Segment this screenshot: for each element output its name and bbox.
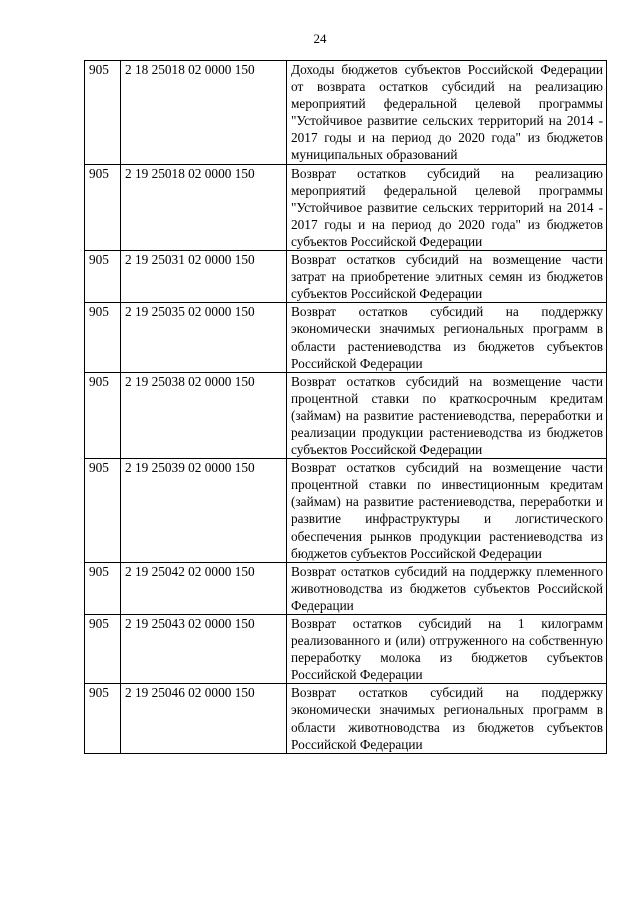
income-name-cell: Возврат остатков субсидий на поддержку экономически значимых региональных программ в области растениеводства из бюджетов субъектов Российской Федерации bbox=[287, 303, 607, 372]
page-number: 24 bbox=[313, 31, 327, 46]
table-row bbox=[85, 372, 607, 458]
income-code-cell: 2 19 25043 02 0000 150 bbox=[121, 615, 287, 684]
income-name-cell: Возврат остатков субсидий на возмещение части процентной ставки по краткосрочным кредитам (займам) на развитие растениеводства, переработки и реализации продукции растениеводства из бюджетов субъектов Российской Федерации bbox=[287, 372, 607, 458]
table-row bbox=[85, 164, 607, 250]
income-name-cell: Возврат остатков субсидий на поддержку экономически значимых региональных программ в области животноводства из бюджетов субъектов Российской Федерации bbox=[287, 684, 607, 753]
income-code-cell: 2 19 25042 02 0000 150 bbox=[121, 562, 287, 614]
admin-code-cell: 905 bbox=[85, 61, 121, 165]
income-code-cell: 2 19 25046 02 0000 150 bbox=[121, 684, 287, 753]
income-name-cell: Возврат остатков субсидий на 1 килограмм реализованного и (или) отгруженного на собственную переработку молока из бюджетов субъектов Российской Федерации bbox=[287, 615, 607, 684]
admin-code-cell: 905 bbox=[85, 164, 121, 250]
income-code-cell: 2 19 25031 02 0000 150 bbox=[121, 251, 287, 303]
admin-code-cell: 905 bbox=[85, 251, 121, 303]
income-code-cell: 2 19 25035 02 0000 150 bbox=[121, 303, 287, 372]
table-row bbox=[85, 684, 607, 753]
income-name-cell: Возврат остатков субсидий на поддержку племенного животноводства из бюджетов субъектов Российской Федерации bbox=[287, 562, 607, 614]
table-row bbox=[85, 303, 607, 372]
admin-code-cell: 905 bbox=[85, 615, 121, 684]
income-name-cell: Возврат остатков субсидий на возмещение части процентной ставки по инвестиционным кредитам (займам) на развитие растениеводства, переработки и развитие инфраструктуры и логистического обеспечения рынков продукции растениеводства из бюджетов субъектов Российской Федерации bbox=[287, 459, 607, 563]
budget-classification-table bbox=[84, 60, 607, 754]
admin-code-cell: 905 bbox=[85, 303, 121, 372]
income-name-cell: Возврат остатков субсидий на возмещение части затрат на приобретение элитных семян из бюджетов субъектов Российской Федерации bbox=[287, 251, 607, 303]
income-code-cell: 2 19 25038 02 0000 150 bbox=[121, 372, 287, 458]
income-name-cell: Доходы бюджетов субъектов Российской Федерации от возврата остатков субсидий на реализацию мероприятий федеральной целевой программы "Устойчивое развитие сельских территорий на 2014 - 2017 годы и на период до 2020 года" из бюджетов муниципальных образований bbox=[287, 61, 607, 165]
income-code-cell: 2 19 25018 02 0000 150 bbox=[121, 164, 287, 250]
admin-code-cell: 905 bbox=[85, 684, 121, 753]
table-row bbox=[85, 562, 607, 614]
admin-code-cell: 905 bbox=[85, 459, 121, 563]
admin-code-cell: 905 bbox=[85, 562, 121, 614]
admin-code-cell: 905 bbox=[85, 372, 121, 458]
table-row bbox=[85, 459, 607, 563]
table-row bbox=[85, 61, 607, 165]
income-name-cell: Возврат остатков субсидий на реализацию мероприятий федеральной целевой программы "Устойчивое развитие сельских территорий на 2014 - 2017 годы и на период до 2020 года" из бюджетов субъектов Российской Федерации bbox=[287, 164, 607, 250]
table-row bbox=[85, 251, 607, 303]
income-code-cell: 2 19 25039 02 0000 150 bbox=[121, 459, 287, 563]
income-code-cell: 2 18 25018 02 0000 150 bbox=[121, 61, 287, 165]
table-row bbox=[85, 615, 607, 684]
